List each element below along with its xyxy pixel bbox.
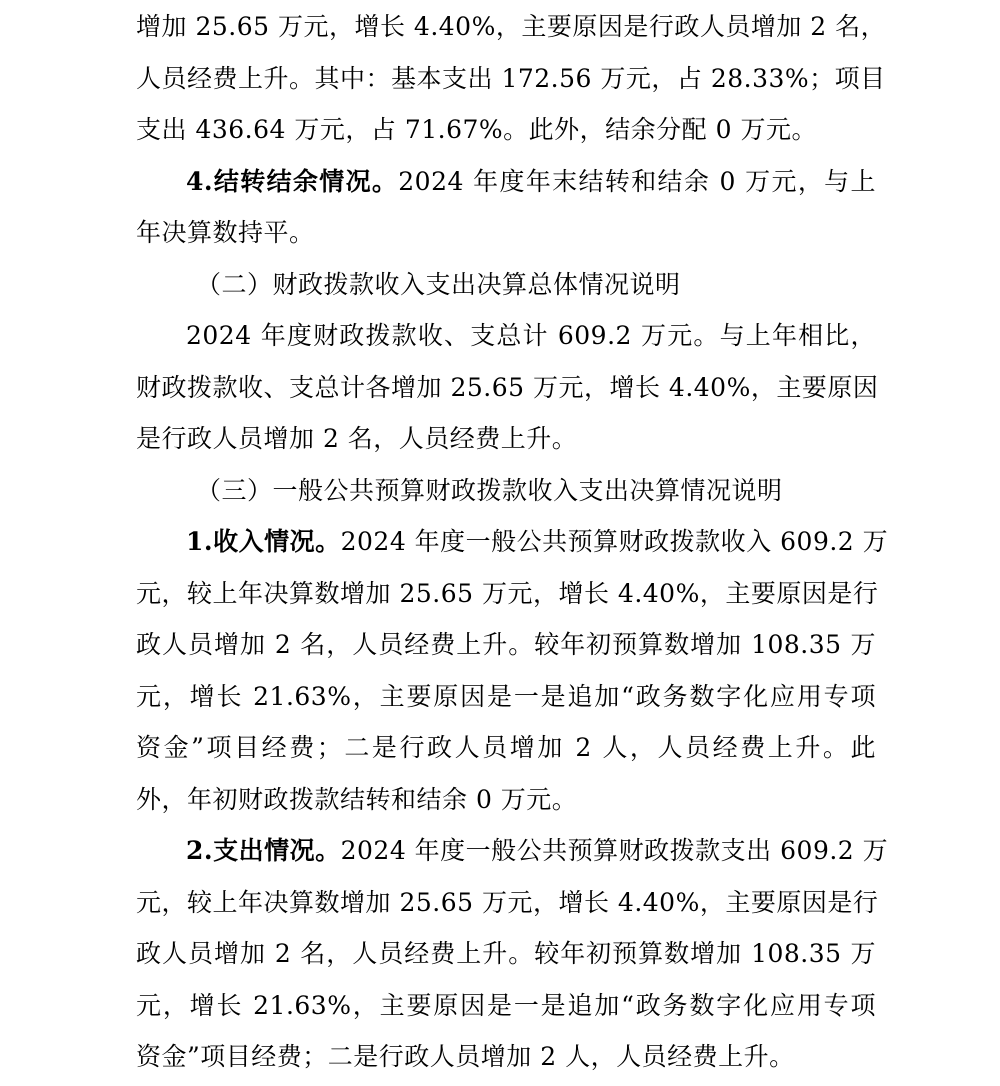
bold-lead-in: 4.结转结余情况。 xyxy=(186,166,399,196)
line-text: 政人员增加 2 名，人员经费上升。较年初预算数增加 108.35 万 xyxy=(136,630,876,659)
line-text: 增加 25.65 万元，增长 4.40%，主要原因是行政人员增加 2 名， xyxy=(136,12,887,41)
line-text: （二）财政拨款收入支出决算总体情况说明 xyxy=(196,269,681,299)
document-page xyxy=(136,4,889,1086)
section-heading xyxy=(136,262,876,314)
bold-lead-in: 1.收入情况。 xyxy=(186,527,341,556)
paragraph-line xyxy=(136,107,876,159)
paragraph-line xyxy=(136,571,879,623)
line-text: 是行政人员增加 2 名，人员经费上升。 xyxy=(136,424,578,453)
paragraph-line xyxy=(136,622,876,674)
paragraph-line xyxy=(136,519,889,571)
line-text: 元，较上年决算数增加 25.65 万元，增长 4.40%，主要原因是行 xyxy=(136,887,879,917)
section-heading xyxy=(136,468,876,520)
line-text: 政人员增加 2 名，人员经费上升。较年初预算数增加 108.35 万 xyxy=(136,939,876,968)
line-text: 财政拨款收、支总计各增加 25.65 万元，增长 4.40%，主要原因 xyxy=(136,372,879,402)
paragraph-line xyxy=(136,777,876,829)
line-text: 资金”项目经费；二是行政人员增加 2 人，人员经费上升。 xyxy=(136,1042,795,1071)
line-text: 2024 年度财政拨款收、支总计 609.2 万元。与上年相比， xyxy=(186,321,876,350)
line-text: （三）一般公共预算财政拨款收入支出决算情况说明 xyxy=(196,475,783,505)
paragraph-line xyxy=(136,880,879,932)
paragraph-line xyxy=(136,931,876,983)
paragraph-line xyxy=(136,983,876,1035)
line-text: 元，较上年决算数增加 25.65 万元，增长 4.40%，主要原因是行 xyxy=(136,578,879,608)
paragraph-line xyxy=(136,313,876,365)
line-text: 2024 年度一般公共预算财政拨款支出 609.2 万 xyxy=(340,836,889,865)
paragraph-line xyxy=(136,416,876,468)
line-text: 支出 436.64 万元，占 71.67%。此外，结余分配 0 万元。 xyxy=(136,115,817,144)
paragraph-line xyxy=(136,210,876,262)
paragraph-line xyxy=(136,828,889,880)
line-text: 元，增长 21.63%，主要原因是一是追加“政务数字化应用专项 xyxy=(136,681,876,711)
line-text: 2024 年度年末结转和结余 0 万元，与上 xyxy=(398,166,876,196)
line-text: 2024 年度一般公共预算财政拨款收入 609.2 万 xyxy=(340,527,889,556)
paragraph-line xyxy=(136,56,886,108)
bold-lead-in: 2.支出情况。 xyxy=(186,836,341,865)
line-text: 年决算数持平。 xyxy=(136,218,315,247)
paragraph-line xyxy=(136,4,887,56)
line-text: 外，年初财政拨款结转和结余 0 万元。 xyxy=(136,784,578,814)
paragraph-line xyxy=(136,1034,876,1086)
line-text: 人员经费上升。其中：基本支出 172.56 万元，占 28.33%；项目 xyxy=(136,63,886,93)
paragraph-line xyxy=(136,725,876,777)
paragraph-line xyxy=(136,674,876,726)
paragraph-line xyxy=(136,159,876,211)
line-text: 元，增长 21.63%，主要原因是一是追加“政务数字化应用专项 xyxy=(136,990,876,1020)
paragraph-line xyxy=(136,365,879,417)
line-text: 资金”项目经费；二是行政人员增加 2 人，人员经费上升。此 xyxy=(136,733,876,762)
